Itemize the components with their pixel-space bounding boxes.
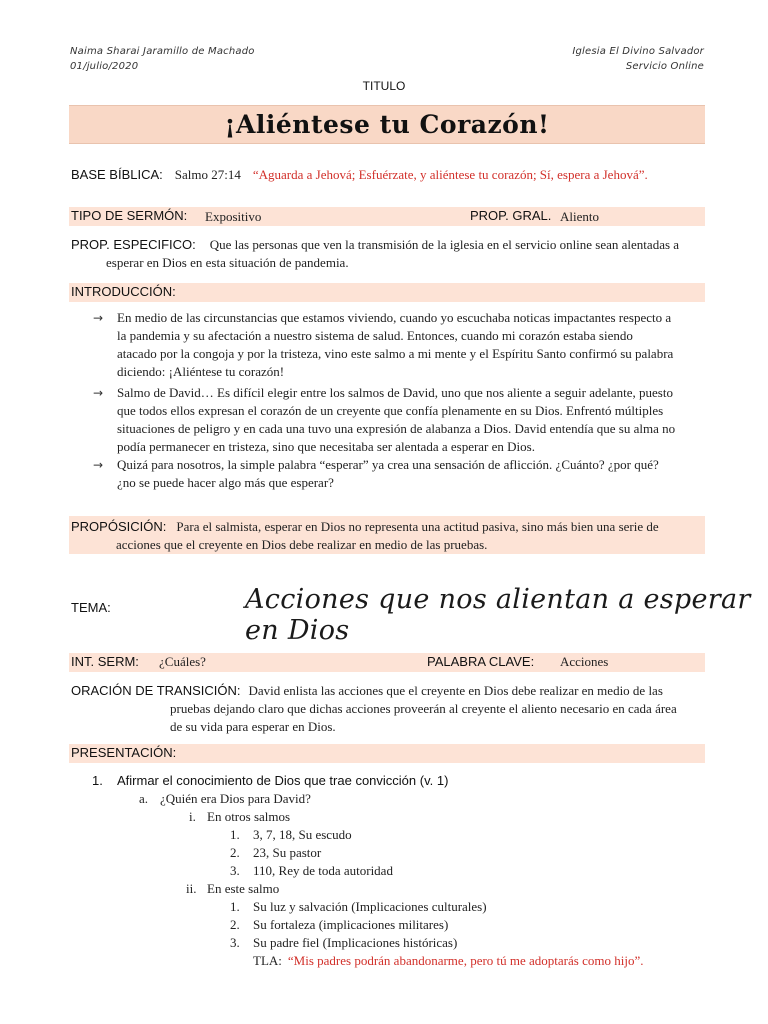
outline-item: Su fortaleza (implicaciones militares) [253,917,449,932]
intro-bullet-2-line: situaciones de peligro y en cada una tuvo una expresión de alabanza a Dios. David entendía que su alma no [117,421,676,436]
intro-bullet-1 [117,309,702,381]
document-date: 01/julio/2020 [70,61,139,72]
intro-bullet-3 [117,456,702,492]
sub-ii-marker: ii. [186,881,197,896]
author-header [70,44,255,74]
tipo-sermon-label: TIPO DE SERMÓN: [71,208,188,223]
point-1-title: Afirmar el conocimiento de Dios que trae convicción (v. 1) [117,773,449,788]
outline-item: 23, Su pastor [253,845,322,860]
oracion-transicion-line3: de su vida para esperar en Dios. [170,719,336,734]
outline-item: Su luz y salvación (Implicaciones culturales) [253,899,487,914]
intro-bullet-1-line: atacado por la congoja y por la tristeza, vino este salmo a mi mente y el Espíritu Santo confirmó su palabra [117,346,674,361]
prop-especifico-line2: esperar en Dios en esta situación de pandemia. [106,255,349,270]
base-biblica-row [71,166,648,184]
tla-quote: “Mis padres podrán abandonarme, pero tú me adoptarás como hijo”. [287,953,644,968]
title-band [69,105,705,144]
outline-item: 3, 7, 18, Su escudo [253,827,352,842]
point-1-number: 1. [92,773,103,788]
arrow-bullet-icon: → [93,386,104,400]
arrow-bullet-icon: → [93,458,104,472]
outline-item: Su padre fiel (Implicaciones históricas) [253,935,458,950]
outline-number: 1. [230,899,240,914]
sub-a-marker: a. [139,791,149,806]
intro-bullet-3-line: Quizá para nosotros, la simple palabra “esperar” ya crea una sensación de aflicción. ¿Cuánto? ¿por qué? [117,457,659,472]
proposicion-label: PROPÓSICIÓN: [71,519,167,534]
proposicion-line2: acciones que el creyente en Dios debe realizar en medio de las pruebas. [116,537,488,552]
service-name: Servicio Online [625,61,704,72]
proposicion-line1: Para el salmista, esperar en Dios no representa una actitud pasiva, sino más bien una serie de [176,519,659,534]
oracion-transicion-row [71,682,663,700]
int-serm-label: INT. SERM: [71,654,139,669]
prop-gral-label: PROP. GRAL. [470,208,552,223]
palabra-clave-value: Acciones [560,654,609,669]
church-header [572,44,704,74]
prop-especifico-label: PROP. ESPECIFICO: [71,237,196,252]
church-name: Iglesia El Divino Salvador [572,46,704,57]
sermon-title: ¡Aliéntese tu Corazón! [224,110,550,139]
presentacion-label: PRESENTACIÓN: [71,745,177,760]
oracion-transicion-line2: pruebas dejando claro que dichas acciones proveerán al creyente el aliento necesario en cada área [170,701,677,716]
intro-bullet-2-line: que todos ellos expresan el corazón de un creyente que confía plenamente en su Dios. Enfrentó múltiples [117,403,664,418]
intro-bullet-1-line: diciendo: ¡Aliéntese tu corazón! [117,364,285,379]
outline-number: 1. [230,827,240,842]
intro-bullet-3-line: ¿no se puede hacer algo más que esperar? [117,475,334,490]
author-name: Naima Sharai Jaramillo de Machado [70,46,255,57]
outline-item: 110, Rey de toda autoridad [253,863,393,878]
sub-ii-text: En este salmo [207,881,280,896]
proposicion-row [71,518,659,536]
tema-label: TEMA: [71,600,111,615]
outline-number: 3. [230,863,240,878]
sub-i-marker: i. [189,809,196,824]
base-biblica-quote: “Aguarda a Jehová; Esfuérzate, y aliéntese tu corazón; Sí, espera a Jehová”. [252,167,648,182]
base-biblica-ref: Salmo 27:14 [174,167,241,182]
tla-quote-row [253,952,643,970]
intro-bullet-2 [117,384,702,456]
oracion-transicion-line1: David enlista las acciones que el creyente en Dios debe realizar en medio de las [248,683,663,698]
palabra-clave-label: PALABRA CLAVE: [427,654,535,669]
tla-label: TLA: [253,953,282,968]
intro-bullet-1-line: la pandemia y su afectación a nuestro sistema de salud. Entonces, cuando mi corazón estaba siendo [117,328,633,343]
sub-i-text: En otros salmos [207,809,291,824]
intro-bullet-2-line: podía permanecer en tristeza, sino que necesitaba ser alentada a esperar en Dios. [117,439,535,454]
outline-number: 2. [230,917,240,932]
intro-bullet-1-line: En medio de las circunstancias que estamos viviendo, cuando yo escuchaba noticas impactantes respecto a [117,310,672,325]
base-biblica-label: BASE BÍBLICA: [71,167,163,182]
outline-number: 3. [230,935,240,950]
introduccion-label: INTRODUCCIÓN: [71,284,176,299]
sub-a-text: ¿Quién era Dios para David? [160,791,311,806]
prop-especifico-row [71,236,679,254]
prop-gral-value: Aliento [560,209,599,224]
outline-number: 2. [230,845,240,860]
tema-value: Acciones que nos alientan a esperar en Dios [245,584,751,646]
int-serm-value: ¿Cuáles? [159,654,206,669]
tipo-sermon-value: Expositivo [205,209,262,224]
arrow-bullet-icon: → [93,311,104,325]
titulo-label: TITULO [362,79,406,93]
intro-bullet-2-line: Salmo de David… Es difícil elegir entre los salmos de David, uno que nos aliente a seguir adelante, puesto [117,385,673,400]
prop-especifico-line1: Que las personas que ven la transmisión de la iglesia en el servicio online sean alentadas a [209,237,680,252]
oracion-transicion-label: ORACIÓN DE TRANSICIÓN: [71,683,241,698]
